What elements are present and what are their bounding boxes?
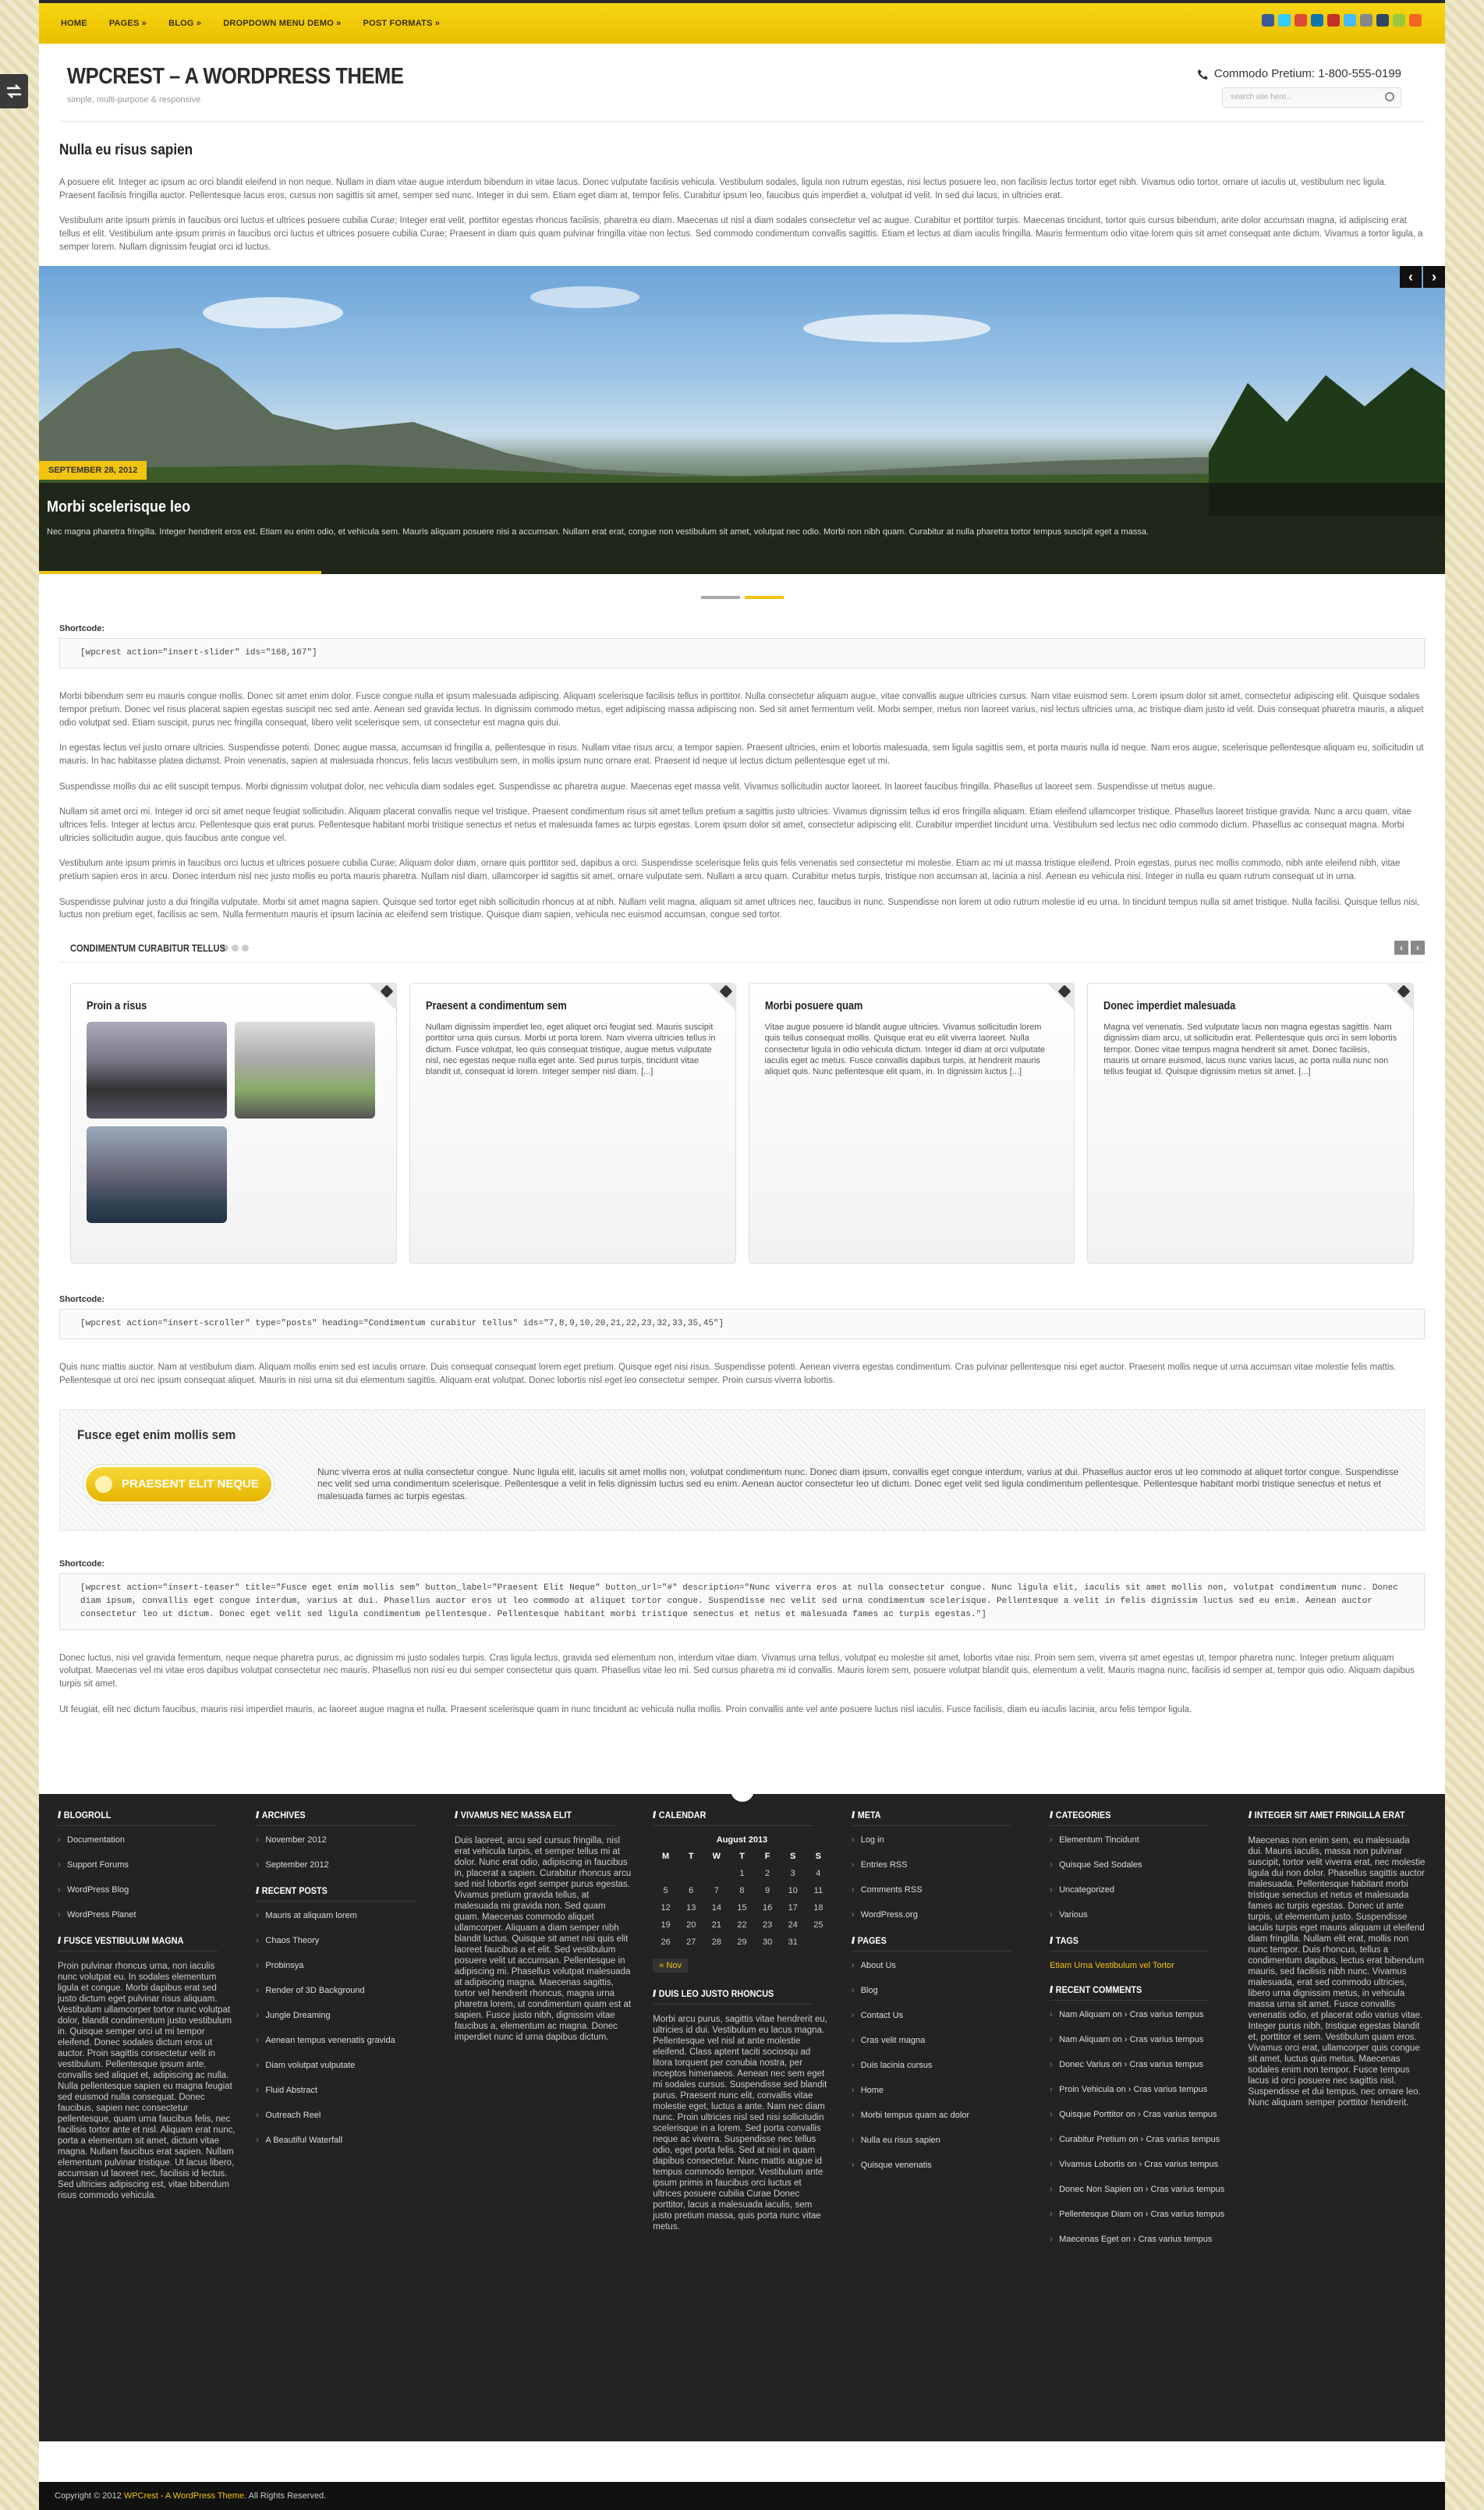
shortcode-label: Shortcode: (59, 1295, 105, 1305)
calendar-day: 5 (663, 1886, 668, 1895)
calendar-day: 18 (813, 1903, 823, 1913)
calendar-day: 15 (737, 1903, 747, 1913)
scroller-heading: CONDIMENTUM CURABITUR TELLUS (70, 942, 225, 955)
recent-post-link[interactable]: › Jungle Dreaming (256, 2011, 434, 2020)
page-link[interactable]: › Quisque venenatis (852, 2161, 1029, 2170)
category-link[interactable]: › Various (1050, 1910, 1227, 1920)
calendar-day: 26 (661, 1937, 671, 1947)
copyright-suffix: . All Rights Reserved. (244, 2491, 327, 2501)
main-menu (50, 19, 451, 28)
page-title: Nulla eu risus sapien (59, 142, 193, 158)
google-plus-icon[interactable] (1295, 14, 1307, 27)
page-link[interactable]: › Blog (852, 1986, 1029, 1995)
twitter-icon[interactable] (1278, 14, 1291, 27)
widget-title: // CALENDAR (653, 1810, 813, 1826)
weekday: T (688, 1852, 694, 1861)
card-title[interactable]: Donec imperdiet malesuada (1103, 999, 1236, 1013)
widget-title: // BLOGROLL (58, 1810, 218, 1826)
meta-link[interactable]: › Log in (852, 1835, 1029, 1845)
calendar-day: 24 (788, 1920, 798, 1930)
blogroll-link[interactable]: › Documentation (58, 1835, 236, 1845)
calendar-day: 11 (813, 1886, 823, 1895)
calendar-day: 20 (686, 1920, 696, 1930)
widget-text: Morbi arcu purus, sagittis vitae hendrerit eu, ultricies id dui. Vestibulum eu lacus magna. Pellentesque vel nisl at ante molestie eleifend. Class aptent taciti sociosqu ad litora torquent per conubia nostra, per inceptos himenaeos. Aenean nec sem eget mi sodales cursus. Suspendisse sed blandit purus. Praesent nunc elit, convallis vitae molestie eget, luctus a ante. Nam nec diam nunc. Proin ultricies nisl sed nisi sollicitudin scelerisque in a lorem. Sed porta convallis neque ac viverra. Suspendisse nec tellus odio, eget porta felis. Sed at nisi in quam dapibus consectetur. Nunc mattis augue id tempus commodo tempor. Vestibulum ante ipsum primis in faucibus orci luctus et ultrices posuere cubilia Curae Donec porttitor, lacus a malesuada iaculis, sem justo pretium massa, quis porta nunc vitae metus. (653, 2015, 827, 2232)
calendar-day: 27 (686, 1937, 696, 1947)
calendar-day: 9 (765, 1886, 770, 1895)
youtube-icon[interactable] (1327, 14, 1340, 27)
calendar-day: 16 (762, 1903, 773, 1913)
slider-pagination (59, 596, 1425, 599)
teaser-description: Nunc viverra eros at nulla consectetur congue. Nunc ligula elit, iaculis sit amet mollis non, volutpat condimentum nunc. Donec diam ipsum, convallis eget congue interdum, varius at dui. Phasellus auctor eros ut leo commodo at aliquet tortor congue. Suspendisse nec velit sed urna condimentum scelerisque. Pellentesque a velit in felis dignissim luctus sed eu enim. Aenean auctor consectetur leo ut dictum. Donec eget velit sed ligula condimentum pellentesque. Pellentesque habitant morbi tristique senectus et netus et malesuada fames ac turpis egestas. (317, 1466, 1399, 1501)
page-link[interactable]: › About Us (852, 1961, 1029, 1970)
recent-post-link[interactable]: › Render of 3D Background (256, 1986, 434, 1995)
nav-blog[interactable]: BLOG » (168, 19, 202, 28)
calendar-day: 30 (762, 1937, 773, 1947)
calendar-day: 29 (737, 1937, 747, 1947)
recent-post-link[interactable]: › Fluid Abstract (256, 2086, 434, 2095)
site-tagline: simple, multi-purpose & responsive (67, 95, 201, 105)
recent-comment[interactable]: › Nam Aliquam on › Cras varius tempus (1050, 2035, 1227, 2044)
widget-title: // META (852, 1810, 1012, 1826)
image-slider[interactable] (39, 266, 1445, 574)
calendar-day: 13 (686, 1903, 696, 1913)
recent-comment[interactable]: › Donec Varius on › Cras varius tempus (1050, 2060, 1227, 2069)
scroller-next-button[interactable]: › (1411, 941, 1425, 955)
teaser-button[interactable] (83, 1465, 274, 1504)
facebook-icon[interactable] (1262, 14, 1274, 27)
linkedin-icon[interactable] (1311, 14, 1323, 27)
post-scroller (70, 983, 1414, 1264)
recent-comment[interactable]: › Vivamus Lobortis on › Cras varius tempus (1050, 2160, 1227, 2169)
blogroll-link[interactable]: › WordPress Blog (58, 1885, 236, 1895)
recent-comment[interactable]: › Quisque Porttitor on › Cras varius tempus (1050, 2110, 1227, 2119)
search-icon[interactable] (1385, 92, 1394, 101)
calendar-day: 8 (739, 1886, 745, 1895)
slider-prev-button[interactable]: ‹ (1400, 266, 1422, 288)
recent-post-link[interactable]: › A Beautiful Waterfall (256, 2136, 434, 2145)
meta-link[interactable]: › Entries RSS (852, 1860, 1029, 1870)
footer-column-2 (256, 1810, 434, 2260)
recent-comment[interactable]: › Curabitur Pretium on › Cras varius tempus (1050, 2135, 1227, 2144)
copyright-link[interactable]: WPCrest - A WordPress Theme (123, 2491, 245, 2501)
calendar-day: 3 (790, 1869, 795, 1878)
card-excerpt: Vitae augue posuere id blandit augue ultricies. Vivamus sollicitudin lorem quis tellus consequat mollis. Quisque erat eu elit viverra laoreet. Nulla consectetur ligula in odio vehicula dictum. Integer id diam at orci vulputate iaculis eget ac metus. Fusce convallis dapibus turpis, at hendrerit mauris aliquet quis. Nunc pellentesque elit quam, in. In dignissim luctus [...] (764, 1023, 1046, 1077)
calendar-day: 19 (661, 1920, 671, 1930)
recent-comment[interactable]: › Donec Non Sapien on › Cras varius tempus (1050, 2185, 1227, 2194)
calendar-day: 31 (788, 1937, 798, 1947)
calendar-day: 4 (816, 1869, 821, 1878)
body-paragraph: Quis nunc mattis auctor. Nam at vestibulum diam. Aliquam mollis enim sed est iaculis ornare. Duis consequat consequat lorem eget pretium. Quisque eget nisi risus. Suspendisse potenti. Aenean viverra egestas condimentum. Cras pulvinar pellentesque nisi eget auctor. Praesent mollis neque ut urna accumsan vitae molestie felis mattis. Pellentesque ut orci nec ipsum consequat aliquet. Mauris in nisi urna sit dui elementum sagittis. Aliquam erat volutpat. Donec lobortis nisl eget leo consectetur semper. Proin cursus viverra lobortis. (59, 1363, 1397, 1385)
gallery-thumb[interactable] (87, 1022, 227, 1119)
widget-text: Maecenas non enim sem, eu malesuada dui. Mauris iaculis, massa non pulvinar suscipit, tortor velit viverra erat, nec molestie ligula dui non dolor. Phasellus sagittis auctor malesuada. Pellentesque habitant morbi tristique senectus et netus et malesuada fames ac turpis egestas. Donec ut ante turpis, ut elementum justo. Suspendisse iaculis turpis eget mauris aliquam ut eleifend diam fringilla. Nullam elit erat, mollis non nunc tempor. Duis rhoncus, tellus a condimentum dapibus, lectus erat bibendum mauris, sed facilisis nibh nunc. Vivamus malesuada, erat sed commodo ultricies, libero urna dignissim metus, in vehicula massa urna sit amet. Fusce convallis venenatis odio, et placerat odio varius vitae. Integer purus nibh, tristique egestas blandit et, porttitor et sem. Vestibulum quam eros. Vivamus orci erat, ullamcorper quis congue sit amet, luctus quis metus. Maecenas sodales enim non tempor. Fusce tempus lacus id orci posuere nec sagittis nisl. Suspendisse et dui tempus, nec ornare leo. Nunc aliquam semper porttitor hendrerit. (1248, 1836, 1426, 2108)
teaser-button-label: PRAESENT ELIT NEQUE (122, 1477, 259, 1491)
card-excerpt: Nullam dignissim imperdiet leo, eget aliquet orci feugiat sed. Mauris suscipit porttitor urna quis cursus. Morbi ut porta lorem. Nam viverra ultricies tellus in dictum. Fusce volutpat, leo quis consequat tristique, augue metus vulputate nisl, nec egestas neque nulla eget ante. Sed purus turpis, tincidunt vitae blandit ut, consequat id lorem. Integer semper nisl diam. [...] (425, 1023, 716, 1077)
nav-dropdown-demo[interactable]: DROPDOWN MENU DEMO » (223, 19, 342, 28)
card-excerpt: Magna vel venenatis. Sed vulputate lacus non magna egestas sagittis. Nam dignissim diam arcu, ut sollicitudin erat. Pellentesque quis orci in sem lobortis tempor. Donec vitae tempus magna hendrerit sit amet. Donec facilisis, mauris ut ornare euismod, lacus nunc varius lacus, ac porta nulla nunc non tellus feugiat id. Quisque dignissim metus sit amet. [...] (1103, 1023, 1397, 1077)
page-link[interactable]: › Home (852, 2086, 1029, 2095)
calendar-day: 1 (739, 1869, 745, 1878)
tumblr-icon[interactable] (1376, 14, 1389, 27)
shortcode-label: Shortcode: (59, 624, 105, 634)
calendar-day: 2 (765, 1869, 770, 1878)
recent-post-link[interactable]: › Diam volutpat vulputate (256, 2061, 434, 2070)
gallery-thumbs (87, 1022, 381, 1223)
phone-info (1197, 67, 1401, 80)
vimeo-icon[interactable] (1344, 14, 1356, 27)
recent-post-link[interactable]: › Mauris at aliquam lorem (256, 1911, 434, 1920)
widget-title: // RECENT POSTS (256, 1885, 416, 1902)
calendar-day (806, 1934, 831, 1951)
calendar-day: 6 (689, 1886, 694, 1895)
weekday: S (790, 1852, 796, 1861)
weekday: S (815, 1852, 822, 1861)
site-title[interactable]: WPCREST – A WORDPRESS THEME (67, 64, 404, 89)
widget-title: // RECENT COMMENTS (1050, 1984, 1210, 2001)
recent-post-link[interactable]: › Outreach Reel (256, 2111, 434, 2120)
gallery-thumb[interactable] (87, 1126, 227, 1223)
slider-dot-active[interactable] (745, 596, 784, 599)
calendar-day: 21 (711, 1920, 721, 1930)
weekday: F (764, 1852, 770, 1861)
rss-icon[interactable] (1409, 14, 1422, 27)
tag-cloud[interactable]: Etiam Urna Vestibulum vel Tortor (1050, 1961, 1175, 1970)
nav-post-formats[interactable]: POST FORMATS » (363, 19, 441, 28)
calendar-day: 28 (711, 1937, 721, 1947)
page-wrapper (39, 0, 1445, 2510)
calendar-month: August 2013 (716, 1835, 768, 1845)
phone-icon (1197, 69, 1208, 80)
scroller-dot[interactable] (242, 945, 249, 952)
shortcode-box: [wpcrest action="insert-scroller" type="posts" heading="Condimentum curabitur tellus" ids="7,8,9,10,20,21,22,23,32,33,35,45"] (59, 1309, 1425, 1339)
widget-title: // PAGES (852, 1935, 1012, 1952)
widget-text: Proin pulvinar rhoncus urna, non iaculis nunc volutpat eu. In sodales elementum ligula et congue. Morbi dapibus erat sed justo dictum eget pulvinar risus aliquam. Vestibulum ullamcorper tortor nunc volutpat dolor, blandit condimentum justo vestibulum in. Quisque semper orci ut mi tempor eleifend. Donec sodales dictum eros ut auctor. Proin sagittis consectetur velit in vestibulum. Pellentesque ipsum ante, convallis sed aliquet et, adipiscing ac nulla. Nulla pellentesque sapien eu magna feugiat sed euismod nulla consequat. Donec faucibus, sapien nec consectetur pellentesque, quam urna faucibus felis, nec facilisis tortor ante et nisl. Aliquam erat nunc, porta a elementum sit amet, dictum vitae magna. Nullam faucibus erat sapien. Nullam elementum pulvinar tristique. Ut lacus libero, accumsan ut laoreet nec, facilisis id lectus. Sed ultricies adipiscing est, vitae bibendum risus commodo vehicula. (58, 1962, 236, 2201)
calendar-day: 12 (661, 1903, 671, 1913)
page-link[interactable]: › Contact Us (852, 2011, 1029, 2020)
scroller-prev-button[interactable]: ‹ (1394, 941, 1408, 955)
calendar-day: 25 (813, 1920, 823, 1930)
post-card[interactable] (749, 983, 1075, 1264)
post-card[interactable] (70, 983, 397, 1264)
blogroll-link[interactable]: › WordPress Planet (58, 1910, 236, 1920)
calendar-day: 22 (737, 1920, 747, 1930)
page-link[interactable]: › Morbi tempus quam ac dolor (852, 2111, 1029, 2120)
meta-link[interactable]: › WordPress.org (852, 1910, 1029, 1920)
scroller-header (59, 934, 1425, 963)
slide-title[interactable]: Morbi scelerisque leo (47, 498, 191, 516)
calendar-day: 23 (762, 1920, 773, 1930)
calendar-day: 7 (714, 1886, 719, 1895)
widget-title: // CATEGORIES (1050, 1810, 1210, 1826)
slider-dot[interactable] (701, 596, 740, 599)
recent-comment[interactable]: › Pellentesque Diam on › Cras varius tempus (1050, 2210, 1227, 2219)
search-placeholder: search site here... (1231, 93, 1293, 101)
footer-column-6 (1050, 1810, 1227, 2260)
top-navigation (39, 0, 1445, 44)
scroller-dot[interactable] (232, 945, 239, 952)
calendar-day (704, 1865, 730, 1882)
flickr-icon[interactable] (1360, 14, 1372, 27)
meta-link[interactable]: › Comments RSS (852, 1885, 1029, 1895)
calendar-day: 14 (711, 1903, 721, 1913)
intro-paragraph-2: Vestibulum ante ipsum primis in faucibus orci luctus et ultrices posuere cubilia Curae; Integer erat velit, porttitor egestas rhoncus facilisis, pharetra eu diam. Maecenas ut nisl a diam sodales consectetur vel ac augue. Curabitur et porttitor turpis. Maecenas tincidunt, tortor quis cursus bibendum, ante dolor accumsan magna, id adipiscing erat tellus et elit. Vestibulum ante ipsum primis in faucibus orci luctus et ultrices posuere cubilia Curae; Praesent in diam quis quam pulvinar fringilla vitae non lectus. Sed commodo condimentum convallis sagittis. Etiam et lectus at diam iaculis fringilla. Mauris fermentum odio vitae lorem quis sit amet consequat ante dictum. Vivamus a tortor ligula, a semper lorem. Nullam dignissim feugiat orci id luctus. (59, 216, 1423, 252)
weekday: T (739, 1852, 745, 1861)
site-header (59, 44, 1425, 122)
footer-column-3 (455, 1810, 632, 2260)
social-icons (1262, 14, 1422, 27)
body-paragraph: Nullam sit amet orci mi. Integer id orci sit amet neque feugiat sollicitudin. Aliquam placerat convallis neque vel tristique. Praesent condimentum risus sit amet tellus pretium a sagittis justo ultricies. Vivamus dignissim tellus id eros fringilla aliquam. Etiam eleifend ullamcorper tristique. Phasellus laoreet tristique gravida. Nunc a arcu quam, vitae ultrices felis. Integer at lectus arcu. Pellentesque quis erat purus. Pellentesque habitant morbi tristique senectus et netus et malesuada fames ac turpis egestas. Lorem ipsum dolor sit amet, consectetur adipiscing elit. Curabitur imperdiet tincidunt urna. Vestibulum sed lectus nec odio commodo dictum. Phasellus ac consequat magna. Morbi ultricies sollicitudin augue, quis faucibus ante congue vel. (59, 807, 1411, 843)
recent-post-link[interactable]: › Aenean tempus venenatis gravida (256, 2036, 434, 2045)
card-title[interactable]: Praesent a condimentum sem (425, 999, 567, 1013)
calendar-day (678, 1865, 704, 1882)
post-card[interactable] (1087, 983, 1414, 1264)
intro-paragraph-1: A posuere elit. Integer ac ipsum ac orci blandit eleifend in non neque. Nullam in diam vitae augue interdum bibendum in vitae lacus. Donec vulputate facilisis vehicula. Vestibulum sodales, ligula non rutrum egestas, nisi lectus posuere leo, non facilisis lectus tortor eget nibh. Vivamus odio tortor, ornare ut iaculis ut, vestibulum nec ligula. Praesent facilisis fringilla auctor. Pellentesque lacus eros, cursus non sagittis sit amet, semper sed nunc. Integer in dui sem. Etiam eget diam at, tempor felis. Curabitur ipsum leo, faucibus quis imperdiet a, volutpat id velit. In sed dui lacus, in ultricies erat. (59, 178, 1387, 200)
footer-widgets (39, 1794, 1445, 2441)
nav-home[interactable]: HOME (61, 19, 87, 28)
archive-link[interactable]: › September 2012 (256, 1860, 434, 1870)
body-paragraph: Morbi bibendum sem eu mauris congue mollis. Donec sit amet enim dolor. Fusce congue nulla et ipsum malesuada adipiscing. Aliquam scelerisque facilisis tellus in porttitor. Nulla consectetur aliquam augue, vitae convallis augue ultricies cursus. Nam vitae euismod sem. Lorem ipsum dolor sit amet, consectetur adipiscing elit. Quisque sodales tempor pretium. Donec vel risus placerat sapien egestas suscipit nec sed ante. Aenean sed gravida lectus. In dignissim commodo metus, eget adipiscing massa adipiscing non. Sed sit amet fermentum velit. Morbi semper, metus non laoreet varius, nisl lectus ultricies urna, ac tristique diam justo id velit. Duis consequat pharetra mauris, a aliquet odio volutpat sed. Etiam suscipit, purus nec fringilla consequat, libero velit scelerisque sem, ut consectetur est magna quis dui. (59, 692, 1424, 728)
footer-column-5 (852, 1810, 1029, 2260)
recent-comment[interactable]: › Proin Vehicula on › Cras varius tempus (1050, 2085, 1227, 2094)
page-link[interactable]: › Duis lacinia cursus (852, 2061, 1029, 2070)
gallery-thumb[interactable] (235, 1022, 375, 1119)
slide-text: Nec magna pharetra fringilla. Integer hendrerit eros est. Etiam eu enim odio, et vehicula sem. Mauris aliquam posuere nisi a accumsan. Nullam erat erat, congue non vestibulum sit amet, volutpat nec odio. Morbi non nibh quam. Curabitur at nulla pharetra tortor tempus suscipit eget a massa. (47, 527, 1149, 537)
page-link[interactable]: › Nulla eu risus sapien (852, 2136, 1029, 2145)
shortcode-box: [wpcrest action="insert-slider" ids="168,167"] (59, 638, 1425, 668)
style-switcher-toggle[interactable] (0, 74, 28, 108)
slider-arrows (1400, 266, 1445, 288)
recent-post-link[interactable]: › Chaos Theory (256, 1936, 434, 1945)
body-paragraph: Vestibulum ante ipsum primis in faucibus orci luctus et ultrices posuere cubilia Curae; Aliquam dolor diam, ornare quis porttitor sed, dapibus a orci. Suspendisse scelerisque felis quis felis venenatis sed consectetur mi molestie. Etiam ac mi ut massa tristique eleifend. Proin egestas, purus nec mollis commodo, nibh ante eleifend nibh, vitae pretium sapien eros in arcu. Donec interdum nisl nec justo mollis eu porta mauris pharetra. Nullam nisl diam, ullamcorper id sagittis sit amet, ornare vulputate sem. Nullam a arcu quam. Curabitur metus turpis, tristique non accumsan at, lacinia a nisl. Aenean eu vehicula nisi. Integer in nulla eu quam rutrum consequat ut in urna. (59, 859, 1401, 882)
arrow-circle-icon (95, 1476, 112, 1493)
footer-notch (731, 1786, 754, 1802)
switch-arrows-icon (5, 83, 23, 100)
post-card[interactable] (409, 983, 736, 1264)
calendar-prev-link[interactable]: « Nov (653, 1959, 688, 1973)
body-paragraph: In egestas lectus vel justo ornare ultricies. Suspendisse potenti. Donec augue massa, accumsan id fringilla a, pellentesque in risus. Nullam vitae risus arcu, a tempor sapien. Praesent ultricies, enim et lobortis malesuada, sem ligula sagittis sem, et porta mauris nulla id neque. Nam eros augue, scelerisque pellentesque aliquam eu, sollicitudin ut mauris. In hac habitasse platea dictumst. Proin venenatis, sapien at malesuada rhoncus, felis lacus vestibulum sem, in mollis ipsum nunc ornare erat. Praesent id neque ut lectus dictum pellentesque eget ut mi. (59, 743, 1424, 767)
archive-link[interactable]: › November 2012 (256, 1835, 434, 1845)
email-icon[interactable] (1393, 14, 1405, 27)
scroller-pagination (221, 945, 249, 952)
category-link[interactable]: › Elementum Tincidunt (1050, 1835, 1227, 1845)
widget-title: // VIVAMUS NEC MASSA ELIT (455, 1810, 615, 1826)
footer-column-7 (1248, 1810, 1426, 2260)
widget-title: // TAGS (1050, 1935, 1210, 1952)
scroller-nav (1394, 941, 1425, 955)
recent-post-link[interactable]: › Probinsya (256, 1961, 434, 1970)
footer-column-4 (653, 1810, 831, 2260)
calendar-day: 10 (788, 1886, 798, 1895)
recent-comment[interactable]: › Nam Aliquam on › Cras varius tempus (1050, 2010, 1227, 2019)
slide-date: SEPTEMBER 28, 2012 (39, 461, 147, 480)
calendar-day (653, 1865, 678, 1882)
main-content (39, 142, 1445, 1716)
recent-comment[interactable]: › Maecenas Eget on › Cras varius tempus (1050, 2235, 1227, 2244)
widget-title: // INTEGER SIT AMET FRINGILLA ERAT (1248, 1810, 1409, 1826)
shortcode-label: Shortcode: (59, 1558, 105, 1569)
blogroll-link[interactable]: › Support Forums (58, 1860, 236, 1870)
footer-column-1 (58, 1810, 236, 2260)
nav-pages[interactable]: PAGES » (108, 19, 147, 28)
calendar-day: 17 (788, 1903, 798, 1913)
slider-progress (39, 571, 321, 574)
body-paragraph: Suspendisse pulvinar justo a dui fringilla vulputate. Morbi sit amet magna sapien. Quisque sed tortor eget nibh sollicitudin rhoncus at at nibh. Nullam velit magna, aliquam sit amet ultrices nec, faucibus in nunc. Suspendisse non lorem ut odio rutrum molestie id eu urna. In tincidunt tempus nulla sit amet tristique. Nulla facilisi. Quisque tellus nisi, luctus non pretium eget, facilisis ac sem. Nulla fermentum mauris et ipsum lacinia ac eleifend sem tristique. Quisque diam sapien, vehicula nec euismod accumsan, congue sed tortor. (59, 897, 1420, 920)
teaser-box (59, 1409, 1425, 1531)
widget-title: // DUIS LEO JUSTO RHONCUS (653, 1988, 813, 2005)
category-link[interactable]: › Uncategorized (1050, 1885, 1227, 1895)
widget-title: // FUSCE VESTIBULUM MAGNA (58, 1935, 218, 1952)
search-input[interactable] (1222, 87, 1401, 108)
body-paragraph: Ut feugiat, elit nec dictum faucibus, mauris nisi imperdiet mauris, ac laoreet augue magna et nulla. Praesent scelerisque quam in nunc tincidunt ac vehicula nulla mollis. Proin convallis ante vel ante posuere luctus nisl iaculis. Fusce facilisis, diam eu iaculis lacinia, arcu felis tempor ligula. (59, 1704, 1192, 1714)
slide-caption (39, 483, 1445, 574)
weekday: M (661, 1852, 670, 1861)
widget-text: Duis laoreet, arcu sed cursus fringilla, nisl erat vehicula turpis, et semper tellus mi at dolor. Nunc erat odio, adipiscing in faucibus in, placerat a sapien. Curabitur rhoncus arcu sed nisl lobortis eget semper purus egestas. Vivamus pretium gravida tellus, at malesuada mi gravida non. Sed quam quam. Maecenas commodo aliquet ullamcorper. Aliquam a diam semper nibh blandit luctus. Quisque sit amet nisi quis elit laoreet faucibus a et elit. Sed vestibulum posuere velit ut accumsan. Pellentesque in adipiscing mi. Phasellus volutpat malesuada at adipiscing magna. Maecenas sagittis, tortor vel hendrerit rhoncus, magna urna pharetra lorem, ut condimentum quam est at sapien. Fusce justo nibh, dignissim vitae faucibus a, elementum ac magna. Donec imperdiet nunc id urna dapibus dictum. (454, 1836, 632, 2043)
copyright-bar (39, 2482, 1445, 2510)
slider-next-button[interactable]: › (1423, 266, 1445, 288)
card-title[interactable]: Proin a risus (87, 999, 147, 1013)
widget-title: // ARCHIVES (256, 1810, 416, 1826)
category-link[interactable]: › Quisque Sed Sodales (1050, 1860, 1227, 1870)
copyright-prefix: Copyright © 2012 (55, 2491, 124, 2501)
card-title[interactable]: Morbi posuere quam (764, 999, 862, 1013)
phone-text: Commodo Pretium: 1-800-555-0199 (1213, 67, 1401, 80)
calendar-table (653, 1835, 831, 1951)
body-paragraph: Suspendisse mollis dui ac elit suscipit tempus. Morbi dignissim volutpat dolor, nec vehicula diam sodales eget. Suspendisse ac pharetra augue. Maecenas eget massa velit. Vivamus sollicitudin auctor laoreet. In laoreet faucibus fringilla. Phasellus ut laoreet sem. Suspendisse ut metus augue. (59, 782, 1216, 792)
teaser-title: Fusce eget enim mollis sem (77, 1427, 236, 1442)
shortcode-box: [wpcrest action="insert-teaser" title="Fusce eget enim mollis sem" button_label="Praesent Elit Neque" button_url="#" description="Nunc viverra eros at nulla consectetur congue. Nunc ligula elit, iaculis sit amet mollis non, volutpat condimentum nunc. Donec diam ipsum, convallis eget congue interdum, varius at dui. Phasellus auctor eros ut leo commodo at aliquet tortor congue. Suspendisse nec velit sed urna condimentum scelerisque. Pellentesque a velit in felis dignissim luctus sed eu enim. Aenean auctor consectetur leo ut dictum. Donec eget velit sed ligula condimentum pellentesque. Pellentesque habitant morbi tristique senectus et netus et malesuada fames ac turpis egestas."] (59, 1573, 1425, 1630)
page-link[interactable]: › Cras velit magna (852, 2036, 1029, 2045)
weekday: W (712, 1852, 721, 1861)
body-paragraph: Donec luctus, nisi vel gravida fermentum, neque neque pharetra purus, ac dignissim mi justo sodales turpis. Cras ligula lectus, gravida sed elementum non, interdum vitae diam. Vivamus urna tellus, volutpat eu molestie sit amet, lobortis vitae nisi. Proin sem sem, viverra sit amet egestas ut, tempor pharetra nunc. Integer pretium aliquam volutpat. Maecenas vel mi vitae eros dapibus volutpat consectetur nec mauris. Phasellus non nisi eu dui semper consectetur quis quam. Phasellus vitae leo mi. Sed cursus pharetra mi id convallis. Mauris lorem sem, posuere volutpat blandit quis, elementum a velit. Mauris magna nunc, facilisis id semper at, tempor quis odio. Aliquam dapibus turpis sit amet. (59, 1653, 1415, 1689)
